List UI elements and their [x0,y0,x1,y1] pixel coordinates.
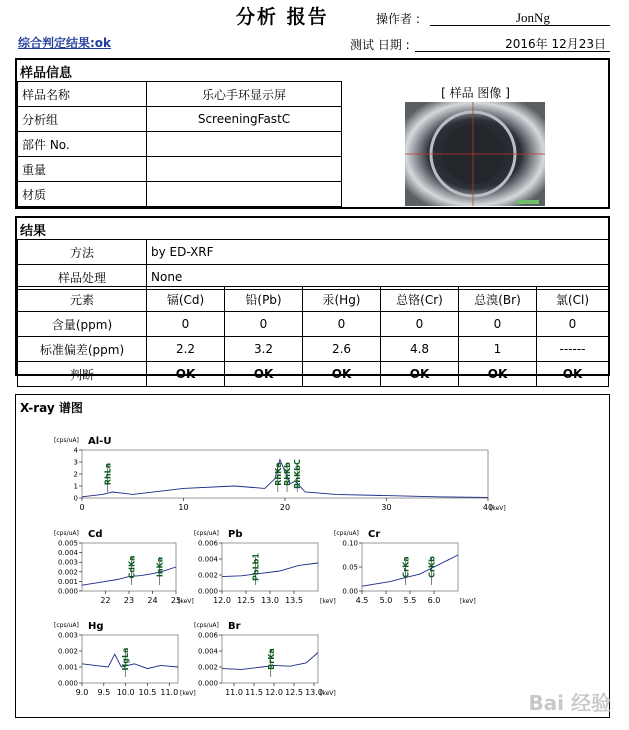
x-tick-label: 9.0 [75,688,89,697]
peak-label: CrKa [401,556,411,578]
table-cell: 2.6 [303,337,381,362]
chart-title: Hg [88,621,104,632]
y-tick-label: 4 [73,446,78,455]
plot-frame [222,543,318,591]
peak-label: CrKb [427,556,437,578]
part-no-label: 部件 No. [18,132,147,157]
analysis-group-label: 分析组 [18,107,147,132]
table-cell: 0 [303,312,381,337]
table-cell: 0 [459,312,537,337]
y-tick-label: 0.001 [57,663,78,672]
y-tick-label: 1 [73,482,78,491]
y-tick-label: 0.000 [197,679,218,688]
peak-label: RhLa [103,462,113,486]
treatment-value: None [147,265,609,290]
overall-result-link[interactable]: 综合判定结果:ok [18,36,112,50]
table-cell: ------ [537,337,609,362]
x-unit-label: [keV] [460,598,476,605]
y-tick-label: 3 [73,458,78,467]
y-unit-label: [cps/uA] [54,622,79,629]
operator-label: 操作者 : [376,12,420,26]
row-label: 含量(ppm) [18,312,147,337]
chart-title: Pb [228,529,243,540]
y-tick-label: 0.004 [197,555,218,564]
x-tick-label: 10 [178,503,189,512]
y-unit-label: [cps/uA] [194,622,219,629]
x-tick-label: 0 [79,503,85,512]
y-tick-label: 0.003 [57,631,78,640]
x-tick-label: 6.0 [427,596,441,605]
column-header: 总铬(Cr) [381,287,459,312]
y-tick-label: 0.002 [57,568,78,577]
column-header: 氯(Cl) [537,287,609,312]
x-tick-label: 12.0 [265,688,283,697]
x-unit-label: [keV] [490,505,506,512]
column-header: 镉(Cd) [147,287,225,312]
x-tick-label: 12.5 [237,596,255,605]
watermark: Bai 经验 [528,691,611,715]
peak-label: RhKbC [293,459,303,489]
x-unit-label: [keV] [320,598,336,605]
chart-title: Br [228,621,241,632]
x-tick-label: 22 [100,596,111,605]
y-tick-label: 0.10 [342,539,358,548]
x-tick-label: 40 [482,503,494,512]
x-tick-label: 13.5 [285,596,303,605]
y-unit-label: [cps/uA] [334,530,359,537]
y-tick-label: 0.006 [197,631,218,640]
spectrum-line [222,563,318,577]
y-unit-label: [cps/uA] [54,530,79,537]
method-value: by ED-XRF [147,240,609,265]
table-cell: 0 [381,312,459,337]
x-tick-label: 9.5 [97,688,111,697]
x-tick-label: 13.0 [305,688,323,697]
analysis-group-value: ScreeningFastC [147,107,342,132]
peak-label: RhKa [273,462,283,486]
y-tick-label: 0 [73,494,78,503]
x-tick-label: 12.0 [213,596,231,605]
x-tick-label: 11.0 [160,688,179,697]
method-label: 方法 [18,240,147,265]
x-unit-label: [keV] [178,598,194,605]
x-tick-label: 4.5 [355,596,369,605]
table-cell: 2.2 [147,337,225,362]
chart-title: Cr [368,529,381,540]
row-label: 标准偏差(ppm) [18,337,147,362]
y-tick-label: 0.004 [197,647,218,656]
weight-label: 重量 [18,157,147,182]
x-tick-label: 13.0 [261,596,279,605]
chart-title: Al-U [88,436,112,447]
sample-name-value: 乐心手环显示屏 [147,82,342,107]
table-cell: 0 [225,312,303,337]
y-tick-label: 0.002 [197,663,218,672]
column-header: 铅(Pb) [225,287,303,312]
x-tick-label: 10.5 [138,688,157,697]
x-tick-label: 5.0 [379,596,393,605]
operator-value: JonNg [516,10,550,25]
x-tick-label: 5.5 [403,596,417,605]
y-tick-label: 2 [73,470,78,479]
x-tick-label: 24 [147,596,158,605]
judgement-cell: OK [459,362,537,387]
y-unit-label: [cps/uA] [194,530,219,537]
date-value: 2016年 12月23日 [505,37,606,51]
column-header: 总溴(Br) [459,287,537,312]
sample-info-title: 样品信息 [20,66,73,81]
y-tick-label: 0.001 [57,577,78,586]
x-unit-label: [keV] [180,690,196,697]
table-cell: 1 [459,337,537,362]
peak-label: BrKa [266,648,276,670]
x-tick-label: 20 [279,503,291,512]
table-cell: 3.2 [225,337,303,362]
peak-label: HgLa [121,647,131,671]
chart-title: Cd [88,529,103,540]
y-tick-label: 0.003 [57,558,78,567]
judgement-cell: OK [303,362,381,387]
table-cell: 4.8 [381,337,459,362]
y-tick-label: 0.005 [57,539,78,548]
table-cell: 0 [537,312,609,337]
judgement-cell: OK [225,362,303,387]
y-unit-label: [cps/uA] [54,437,79,444]
y-tick-label: 0.006 [197,539,218,548]
column-header: 汞(Hg) [303,287,381,312]
peak-label: CdKa [127,555,137,579]
table-cell: 0 [147,312,225,337]
judgement-cell: OK [381,362,459,387]
results-title: 结果 [20,224,47,239]
treatment-label: 样品处理 [18,265,147,290]
x-tick-label: 30 [381,503,392,512]
y-tick-label: 0.000 [57,587,78,596]
x-unit-label: [keV] [320,690,336,697]
date-label: 测试 日期 : [350,38,410,52]
y-tick-label: 0.000 [57,679,78,688]
judgement-cell: OK [147,362,225,387]
judgement-cell: OK [537,362,609,387]
y-tick-label: 0.002 [57,647,78,656]
column-header: 元素 [18,287,147,312]
sample-name-label: 样品名称 [18,82,147,107]
y-tick-label: 0.002 [197,571,218,580]
x-tick-label: 10.0 [116,688,135,697]
peak-label: RhKb [283,462,293,486]
x-tick-label: 11.0 [225,688,243,697]
y-tick-label: 0.05 [342,563,358,572]
peak-label: InKa [155,556,165,578]
peak-label: PbLb1 [251,553,261,581]
material-label: 材质 [18,182,147,207]
row-label: 判断 [18,362,147,387]
y-tick-label: 0.00 [342,587,358,596]
x-tick-label: 25 [170,596,182,605]
y-tick-label: 0.000 [197,587,218,596]
x-tick-label: 12.5 [285,688,303,697]
x-tick-label: 23 [123,596,135,605]
y-tick-label: 0.004 [57,549,78,558]
spectrum-title: X-ray 谱图 [20,401,83,415]
sample-image-label: [ 样品 图像 ] [441,86,510,100]
x-tick-label: 11.5 [245,688,263,697]
report-title: 分析 报告 [236,6,329,28]
